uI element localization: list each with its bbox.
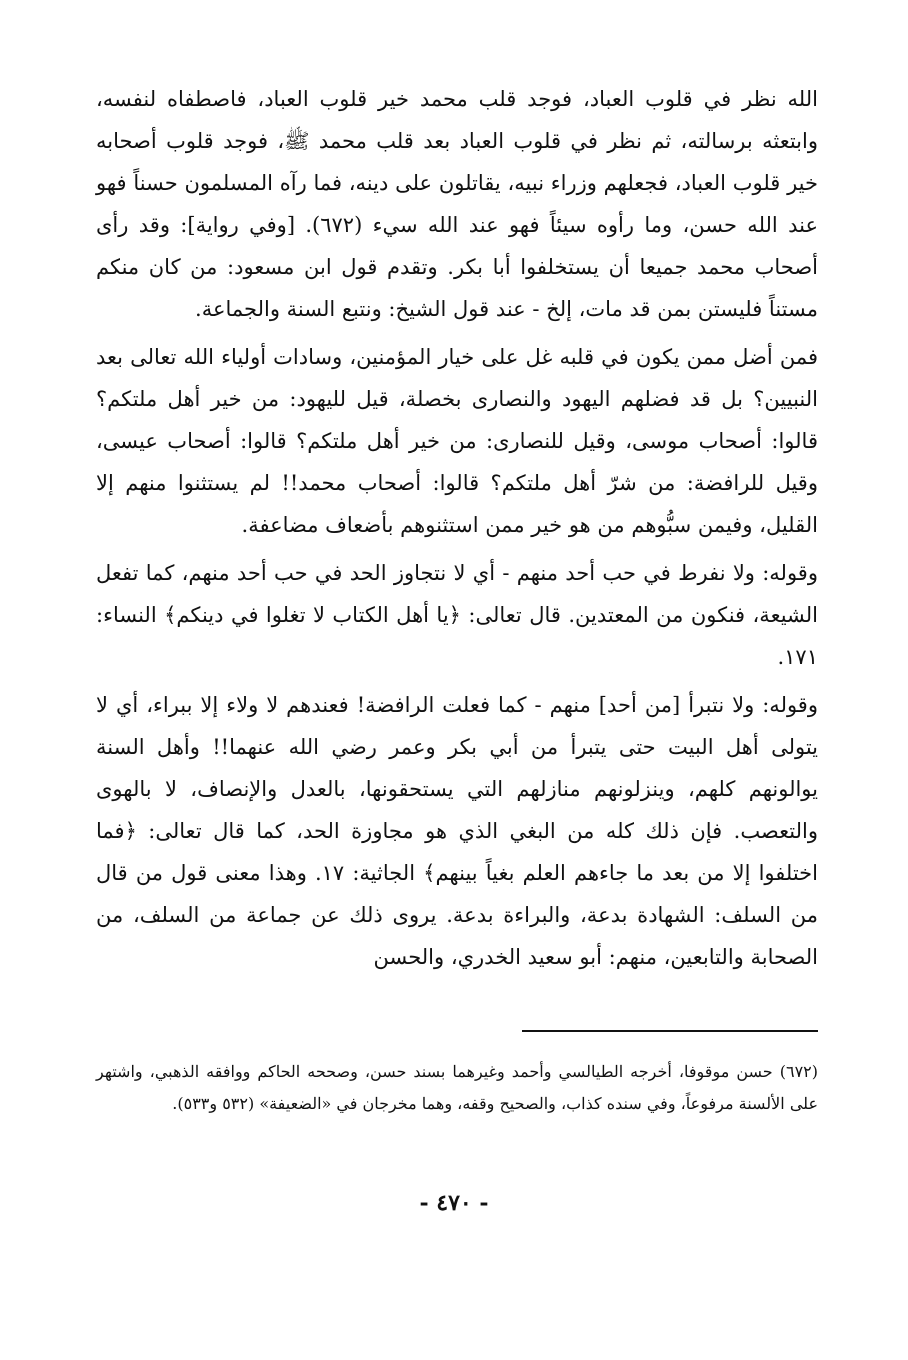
main-text (96, 78, 818, 984)
paragraph-3: وقوله: ولا نفرط في حب أحد منهم - أي لا نتجاوز الحد في حب أحد منهم، كما تفعل الشيعة، فنكون من المعتدين. قال تعالى: ﴿يا أهل الكتاب لا تغلوا في دينكم﴾ النساء: ١٧١. (96, 561, 818, 669)
footnote-672: (٦٧٢) حسن موقوفا، أخرجه الطيالسي وأحمد وغيرهما بسند حسن، وصححه الحاكم ووافقه الذهبي، واشتهر على الألسنة مرفوعاً، وفي سنده كذاب، والصحيح وقفه، وهما مخرجان في «الضعيفة» (٥٣٢ و٥٣٣). (96, 1062, 818, 1113)
paragraph-4: وقوله: ولا نتبرأ [من أحد] منهم - كما فعلت الرافضة! فعندهم لا ولاء إلا ببراء، أي لا يتولى أهل البيت حتى يتبرأ من أبي بكر وعمر رضي الله عنهما!! وأهل السنة يوالونهم كلهم، وينزلونهم منازلهم التي يستحقونها، بالعدل والإنصاف، لا بالهوى والتعصب. فإن ذلك كله من البغي الذي هو مجاوزة الحد، كما قال تعالى: ﴿فما اختلفوا إلا من بعد ما جاءهم العلم بغياً بينهم﴾ الجاثية: ١٧. وهذا معنى قول من قال من السلف: الشهادة بدعة، والبراءة بدعة. يروى ذلك عن جماعة من السلف، من الصحابة والتابعين، منهم: أبو سعيد الخدري، والحسن (96, 693, 818, 969)
page-number: - ٤٧٠ - (419, 1190, 489, 1216)
paragraph-1: الله نظر في قلوب العباد، فوجد قلب محمد خير قلوب العباد، فاصطفاه لنفسه، وابتعثه برسالته، ثم نظر في قلوب العباد بعد قلب محمد ﷺ، فوجد قلوب أصحابه خير قلوب العباد، فجعلهم وزراء نبيه، يقاتلون على دينه، فما رآه المسلمون حسناً فهو عند الله حسن، وما رأوه سيئاً فهو عند الله سيء (٦٧٢). [وفي رواية]: وقد رأى أصحاب محمد جميعا أن يستخلفوا أبا بكر. وتقدم قول ابن مسعود: من كان منكم مستناً فليستن بمن قد مات، إلخ - عند قول الشيخ: ونتبع السنة والجماعة. (96, 87, 818, 321)
paragraph-2: فمن أضل ممن يكون في قلبه غل على خيار المؤمنين، وسادات أولياء الله تعالى بعد النبيين؟ بل قد فضلهم اليهود والنصارى بخصلة، قيل لليهود: من خير أهل ملتكم؟ قالوا: أصحاب موسى، وقيل للنصارى: من خير أهل ملتكم؟ قالوا: أصحاب عيسى، وقيل للرافضة: من شرّ أهل ملتكم؟ قالوا: أصحاب محمد!! لم يستثنوا منهم إلا القليل، وفيمن سبُّوهم من هو خير ممن استثنوهم بأضعاف مضاعفة. (96, 345, 818, 537)
footnotes (96, 1056, 818, 1120)
footnote-separator (522, 1030, 818, 1032)
